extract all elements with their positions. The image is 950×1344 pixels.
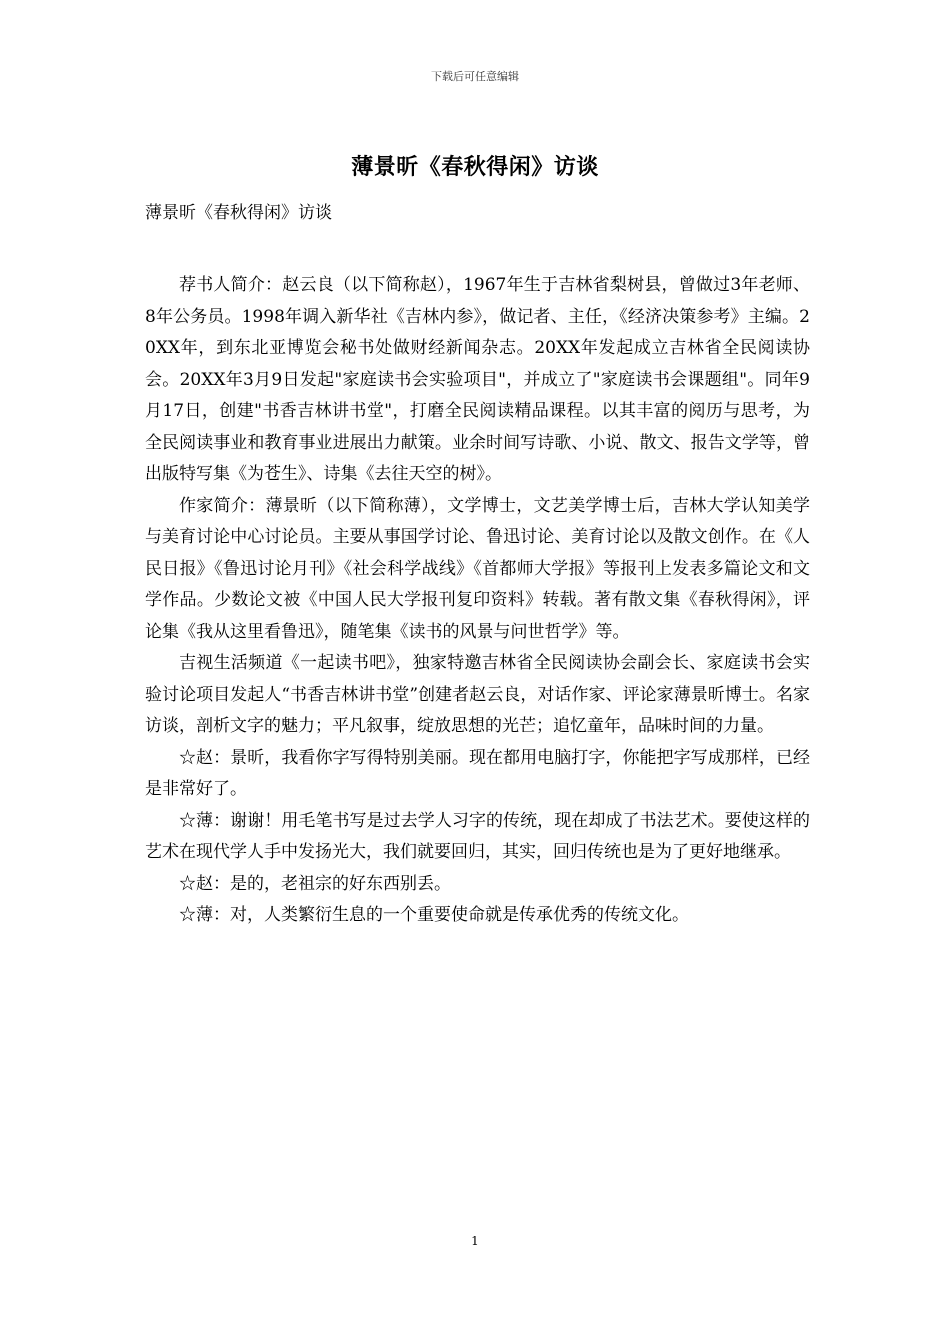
- dialogue-line: ☆薄：对，人类繁衍生息的一个重要使命就是传承优秀的传统文化。: [179, 905, 689, 925]
- dialogue-line: ☆薄：谢谢！用毛笔书写是过去学人习字的传统，现在却成了书法艺术。要使这样的艺术在现代学人手中发扬光大，我们就要回归，其实，回归传统也是为了更好地继承。: [145, 810, 810, 862]
- dialogue-line: ☆赵：是的，老祖宗的好东西别丢。: [179, 873, 451, 894]
- paragraph-program-intro: 吉视生活频道《一起读书吧》，独家特邀吉林省全民阅读协会副会长、家庭读书会实验讨论项目发起人“书香吉林讲书堂”创建者赵云良，对话作家、评论家薄景昕博士。名家访谈，剖析文字的魅力；平凡叙事，绽放思想的光芒；追忆童年，品味时间的力量。: [145, 653, 810, 736]
- document-title: 薄景昕《春秋得闲》访谈: [351, 154, 599, 180]
- document-body: [145, 270, 810, 932]
- paragraph-recommender-bio: 荐书人简介：赵云良（以下简称赵），1967年生于吉林省梨树县，曾做过3年老师、8年公务员。1998年调入新华社《吉林内参》，做记者、主任，《经济决策参考》主编。20XX年，到东北亚博览会秘书处做财经新闻杂志。20XX年发起成立吉林省全民阅读协会。20XX年3月9日发起"家庭读书会实验项目"，并成立了"家庭读书会课题组"。同年9月17日，创建"书香吉林讲书堂"，打磨全民阅读精品课程。以其丰富的阅历与思考，为全民阅读事业和教育事业进展出力献策。业余时间写诗歌、小说、散文、报告文学等，曾出版特写集《为苍生》、诗集《去往天空的树》。: [145, 275, 810, 484]
- page-number: 1: [471, 1234, 479, 1248]
- dialogue-line: ☆赵：景昕，我看你字写得特别美丽。现在都用电脑打字，你能把字写成那样，已经是非常好了。: [145, 747, 810, 799]
- document-subtitle: 薄景昕《春秋得闲》访谈: [145, 203, 332, 223]
- paragraph-author-bio: 作家简介：薄景昕（以下简称薄），文学博士，文艺美学博士后，吉林大学认知美学与美育讨论中心讨论员。主要从事国学讨论、鲁迅讨论、美育讨论以及散文创作。在《人民日报》《鲁迅讨论月刊》《社会科学战线》《首都师大学报》等报刊上发表多篇论文和文学作品。少数论文被《中国人民大学报刊复印资料》转载。著有散文集《春秋得闲》，评论集《我从这里看鲁迅》，随笔集《读书的风景与问世哲学》等。: [145, 495, 810, 642]
- header-note: 下载后可任意编辑: [431, 70, 519, 83]
